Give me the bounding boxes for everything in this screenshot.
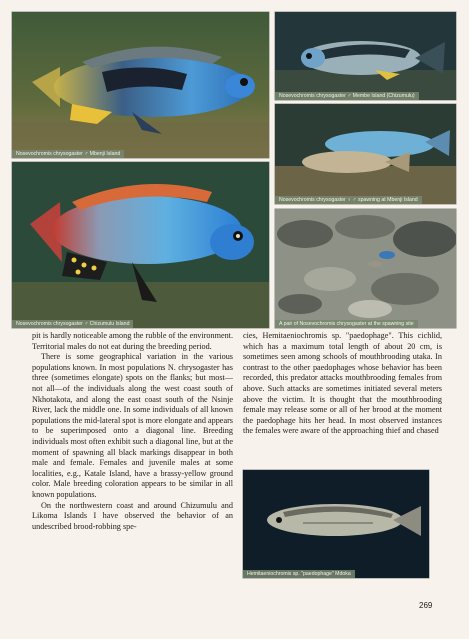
photo-caption: A pair of Nosevochromis chrysogaster at the spawning site — [275, 320, 418, 328]
paragraph: On the northwestern coast and around Chizumulu and Likoma Islands I have observed the behavior of an undescribed brood-robbing spe- — [32, 500, 233, 531]
photo-chizumulu-male — [12, 162, 269, 328]
fish-photo-image — [275, 12, 456, 100]
right-text-column — [243, 331, 442, 437]
photo-caption: Nosevochromis chrysogaster ♂ Chizumulu Island — [12, 320, 133, 328]
paragraph: There is some geographical variation in the various populations known. In most populations N. chrysogaster has three (sometimes elongate) spots on the flanks; but most—not all—of the individuals along the west coast south of Nkhotakota, and along the east coast south of the Nsinje River, lack the middle one. In some individuals of all known populations the mid-lateral spot is more elongate and appears to be superimposed onto a diagonal line. Breeding individuals most often exhibit such a diagonal line, but at the moment of spawning all black markings disappear in both male and female. Females and juvenile males at some localities, e.g., Katale Island, have a brassy-yellow ground color. Male breeding coloration appears to be similar in all known populations. — [32, 352, 233, 499]
fish-photo-image — [275, 209, 456, 328]
paragraph: cies, Hemitaeniochromis sp. "paedophage". This cichlid, which has a maximum total length of about 20 cm, is sometimes seen among schools of mouthbrooding utaka. In contrast to the other paedophages whose behavior has been recorded, this predator attacks mouthbrooding females from above. Such attacks are sometimes initiated several meters above the victim. It is thought that the mouthbrooding female may release some or all of her brood at the moment the paedophage hits her head. In most observed instances the females were aware of the approaching thief and chased — [243, 331, 442, 436]
photo-paedophage — [243, 470, 429, 578]
photo-spawning-pair — [275, 104, 456, 204]
fish-photo-image — [12, 12, 269, 158]
photo-caption: Nosevochromis chrysogaster ♂ Membe Island (Chizumulu) — [275, 92, 419, 100]
left-text-column — [32, 331, 233, 532]
paragraph: pit is hardly noticeable among the rubble of the environment. Territorial males do not eat during the breeding period. — [32, 331, 233, 351]
fish-photo-image — [243, 470, 429, 578]
page-number: 269 — [419, 601, 433, 610]
photo-mbenji-male — [12, 12, 269, 158]
photo-membe-male — [275, 12, 456, 100]
photo-caption: Nosevochromis chrysogaster ♂ Mbenji Island — [12, 150, 124, 158]
fish-photo-image — [275, 104, 456, 204]
photo-spawning-site — [275, 209, 456, 328]
fish-photo-image — [12, 162, 269, 328]
photo-caption: Nosevochromis chrysogaster ♀ ♂ spawning at Mbenji Island — [275, 196, 422, 204]
photo-caption: Hemitaeniochromis sp. "paedophage" Mdoka — [243, 570, 355, 578]
